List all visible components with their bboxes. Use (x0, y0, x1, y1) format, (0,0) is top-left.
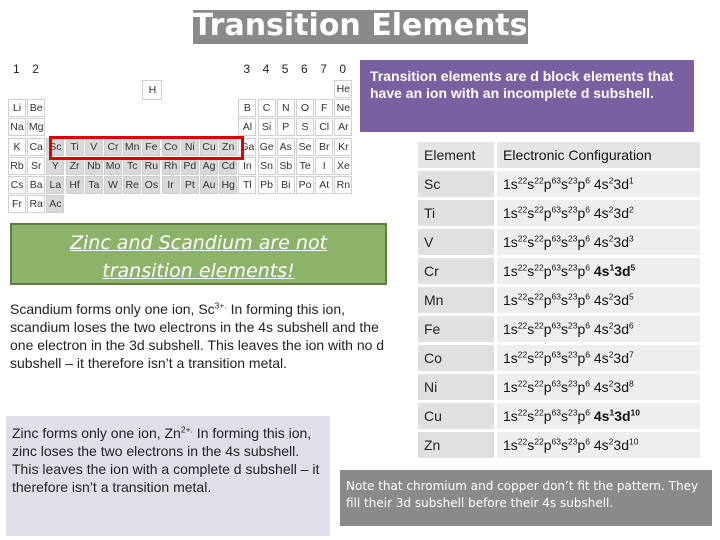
element-cell: N (277, 99, 295, 117)
element-cell: V (85, 138, 103, 156)
element-cell: Mg (27, 118, 45, 136)
element-cell: Cu (200, 138, 218, 156)
element-cell: Si (258, 118, 276, 136)
scandium-charge: 3+. (214, 300, 227, 311)
table-row (418, 374, 700, 400)
element-cell: Y (46, 157, 64, 175)
element-cell: K (8, 138, 26, 156)
element-cell: Ru (142, 157, 160, 175)
table-row (418, 403, 700, 429)
element-cell: Ra (27, 195, 45, 213)
element-cell: Au (200, 176, 218, 194)
definition-box (360, 60, 694, 132)
element-cell: Rn (334, 176, 352, 194)
table-row (418, 171, 700, 197)
element-cell: Ba (27, 176, 45, 194)
element-cell: Tl (238, 176, 256, 194)
pattern-note-text: Note that chromium and copper don’t fit the pattern. They fill their 3d subshell before their 4s subshell. (346, 479, 699, 510)
element-cell: Al (238, 118, 256, 136)
not-transition-line1: Zinc and Scandium are not (69, 232, 328, 254)
table-row (418, 258, 700, 284)
electron-configuration: $1s^{22}s^{22}p^{63}s^{23}p^6$ $4s^23d^5$ (497, 287, 700, 313)
element-cell: Pb (258, 176, 276, 194)
element-symbol: V (418, 229, 494, 255)
table-row (418, 200, 700, 226)
element-cell: Cd (219, 157, 237, 175)
element-cell: Kr (334, 138, 352, 156)
header-configuration: Electronic Configuration (497, 142, 700, 168)
header-element: Element (418, 142, 494, 168)
electron-configuration: $1s^{22}s^{22}p^{63}s^{23}p^6$ $4s^23d^6$ (497, 316, 700, 342)
element-symbol: Cu (418, 403, 494, 429)
electron-configuration: $1s^{22}s^{22}p^{63}s^{23}p^6$ $4s^23d^7$ (497, 345, 700, 371)
zinc-text-after: In forming this ion, zinc loses the two electrons in the 4s subshell. This leaves the ion with a complete d subshell – it therefore isn’t a transition metal. (12, 425, 320, 495)
table-row (418, 432, 700, 458)
element-cell: He (334, 80, 352, 98)
element-cell: Cs (8, 176, 26, 194)
electron-configuration: $1s^{22}s^{22}p^{63}s^{23}p^6$ $4s^23d^2$ (497, 200, 700, 226)
element-cell: Re (123, 176, 141, 194)
element-cell: Zn (219, 138, 237, 156)
element-cell: At (315, 176, 333, 194)
zinc-text-before: Zinc forms only one ion, Zn (12, 425, 181, 441)
element-cell: As (277, 138, 295, 156)
element-cell: H (142, 80, 162, 100)
element-cell: P (277, 118, 295, 136)
element-cell: Ta (85, 176, 103, 194)
table-row (418, 287, 700, 313)
element-cell: Ar (334, 118, 352, 136)
group-number: 7 (320, 62, 327, 76)
element-cell: Xe (334, 157, 352, 175)
element-cell: Sr (27, 157, 45, 175)
electron-configuration: $1s^{22}s^{22}p^{63}s^{23}p^6$ $4s^23d^3$ (497, 229, 700, 255)
element-cell: Sn (258, 157, 276, 175)
group-number: 1 (13, 62, 20, 76)
zinc-charge: 2+. (180, 424, 193, 435)
element-cell: Pt (181, 176, 199, 194)
element-cell: Ca (27, 138, 45, 156)
element-cell: Br (315, 138, 333, 156)
not-transition-banner (10, 223, 387, 285)
group-number: 4 (262, 62, 270, 76)
element-cell: W (104, 176, 122, 194)
periodic-table (8, 60, 358, 217)
element-cell: Ir (162, 176, 180, 194)
table-row (418, 316, 700, 342)
table-row (418, 229, 700, 255)
scandium-text-before: Scandium forms only one ion, Sc (10, 301, 215, 317)
element-cell: Te (296, 157, 314, 175)
element-cell: Mn (123, 138, 141, 156)
element-cell: Pd (181, 157, 199, 175)
not-transition-line2: transition elements! (102, 260, 295, 282)
zinc-explanation-box (6, 416, 330, 536)
group-number: 6 (301, 62, 308, 76)
element-cell: La (46, 176, 64, 194)
element-symbol: Co (418, 345, 494, 371)
element-symbol: Zn (418, 432, 494, 458)
page-title: Transition Elements (192, 8, 528, 43)
element-symbol: Ni (418, 374, 494, 400)
group-number: 3 (243, 62, 251, 76)
group-number: 5 (281, 62, 289, 76)
definition-text: Transition elements are d block elements that have an ion with an incomplete d subshell. (370, 68, 674, 101)
pattern-note (340, 470, 712, 526)
element-cell: Be (27, 99, 45, 117)
element-cell: S (296, 118, 314, 136)
element-symbol: Mn (418, 287, 494, 313)
electron-configuration: $1s^{22}s^{22}p^{63}s^{23}p^6$ $4s^23d^{10}$ (497, 432, 700, 458)
element-cell: Hf (66, 176, 84, 194)
element-cell: Sc (46, 138, 64, 156)
element-cell: Po (296, 176, 314, 194)
element-cell: Ac (46, 195, 64, 213)
element-cell: I (315, 157, 333, 175)
element-cell: Ne (334, 99, 352, 117)
element-cell: Se (296, 138, 314, 156)
element-cell: Ga (238, 138, 256, 156)
electron-configuration: $1s^{22}s^{22}p^{63}s^{23}p^6$ $4s^13d^5$ (497, 258, 700, 284)
element-cell: Bi (277, 176, 295, 194)
element-cell: Ti (66, 138, 84, 156)
electron-configuration: $1s^{22}s^{22}p^{63}s^{23}p^6$ $4s^23d^1$ (497, 171, 700, 197)
element-cell: In (238, 157, 256, 175)
group-number: 0 (339, 62, 347, 76)
element-cell: C (258, 99, 276, 117)
element-symbol: Cr (418, 258, 494, 284)
element-cell: Fe (142, 138, 160, 156)
element-cell: Fr (8, 195, 26, 213)
scandium-explanation (10, 300, 390, 372)
first-row-transition-highlight (49, 136, 244, 160)
table-header-row (418, 142, 700, 168)
element-cell: Os (142, 176, 160, 194)
element-symbol: Ti (418, 200, 494, 226)
element-cell: Na (8, 118, 26, 136)
element-cell: Co (162, 138, 180, 156)
element-cell: Rb (8, 157, 26, 175)
element-cell: Ni (181, 138, 199, 156)
element-cell: Ge (258, 138, 276, 156)
element-cell: F (315, 99, 333, 117)
scandium-text-after: In forming this ion, scandium loses the two electrons in the 4s subshell and the one electron in the 3d subshell. This leaves the ion with no d subshell – it therefore isn’t a transition metal. (10, 301, 385, 371)
element-cell: Nb (85, 157, 103, 175)
group-number: 2 (32, 62, 39, 76)
electron-configuration: $1s^{22}s^{22}p^{63}s^{23}p^6$ $4s^13d^{10}$ (497, 403, 700, 429)
element-cell: O (296, 99, 314, 117)
element-cell: Ag (200, 157, 218, 175)
table-row (418, 345, 700, 371)
electron-configuration: $1s^{22}s^{22}p^{63}s^{23}p^6$ $4s^23d^8$ (497, 374, 700, 400)
element-cell: B (238, 99, 256, 117)
element-cell: Hg (219, 176, 237, 194)
element-cell: Mo (104, 157, 122, 175)
element-cell: Cl (315, 118, 333, 136)
element-cell: Tc (123, 157, 141, 175)
element-cell: Zr (66, 157, 84, 175)
element-cell: Cr (104, 138, 122, 156)
element-symbol: Sc (418, 171, 494, 197)
title-bar (0, 0, 720, 50)
element-cell: Rh (162, 157, 180, 175)
element-cell: Li (8, 99, 26, 117)
element-cell: Sb (277, 157, 295, 175)
element-symbol: Fe (418, 316, 494, 342)
